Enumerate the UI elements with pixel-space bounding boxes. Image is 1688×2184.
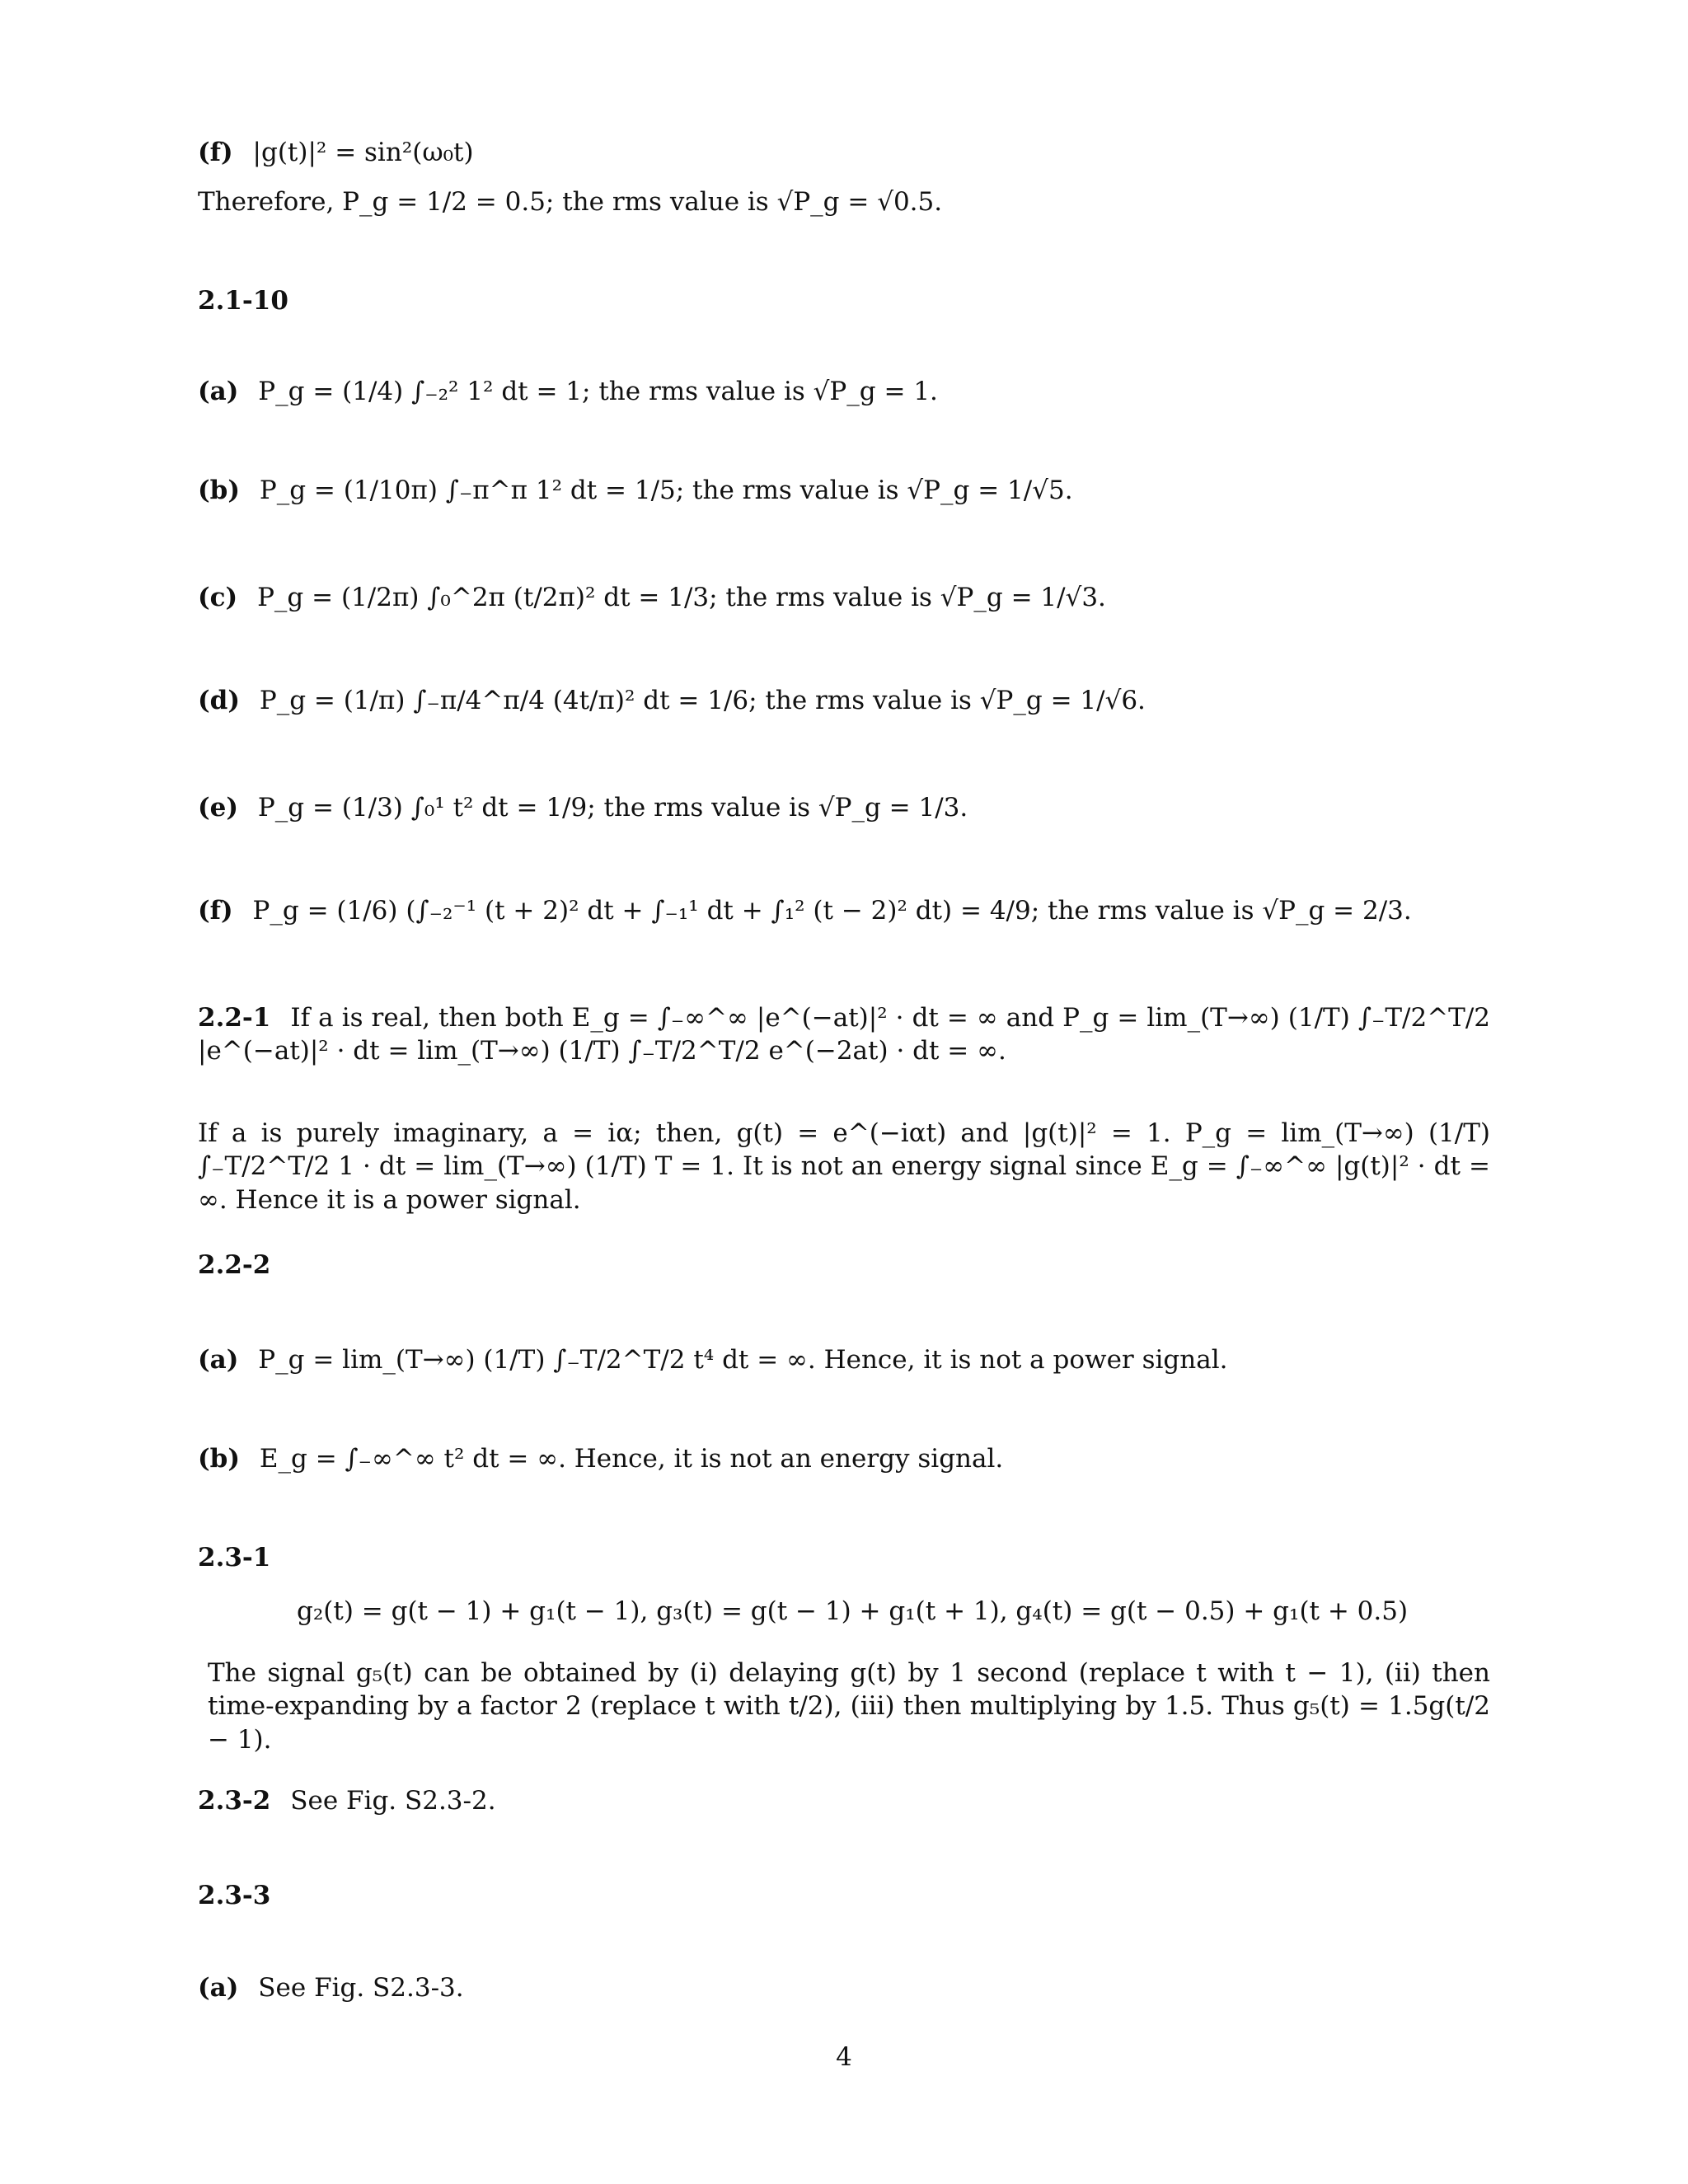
solution-item bbox=[198, 474, 1490, 509]
item-text: P_g = (1/π) ∫₋π/4^π/4 (4t/π)² dt = 1/6; the rms value is √P_g = 1/√6. bbox=[259, 686, 1146, 715]
figure-reference: See Fig. S2.3-3. bbox=[258, 1973, 464, 2003]
item-label: (a) bbox=[198, 1345, 239, 1375]
paragraph: If a is purely imaginary, a = iα; then, g(t) = e^(−iαt) and |g(t)|² = 1. P_g = lim_(T→∞) (1/T) ∫₋T/2^T/2 1 · dt = lim_(T→∞) (1/T) T = 1. It is not an energy signal since E_g = ∫₋∞^∞ |g(t)|² · dt = ∞. Hence it is a power signal. bbox=[198, 1118, 1490, 1215]
figure-reference: See Fig. S2.3-2. bbox=[290, 1786, 496, 1816]
solution-item bbox=[198, 1343, 1490, 1378]
solution-item bbox=[198, 684, 1490, 719]
item-text: P_g = (1/6) (∫₋₂⁻¹ (t + 2)² dt + ∫₋₁¹ dt + ∫₁² (t − 2)² dt) = 4/9; the rms value is √P_g = 2/3. bbox=[252, 896, 1412, 926]
section-heading-2-2-2: 2.2-2 bbox=[198, 1250, 271, 1280]
item-text: P_g = (1/4) ∫₋₂² 1² dt = 1; the rms value is √P_g = 1. bbox=[258, 377, 938, 406]
problem-2-3-2 bbox=[198, 1784, 1490, 1817]
item-label: (b) bbox=[198, 1444, 241, 1474]
paragraph: The signal g₅(t) can be obtained by (i) delaying g(t) by 1 second (replace t with t − 1), (ii) then time-expanding by a factor 2 (replace t with t/2), (iii) then multiplying by 1.5. Thus g₅(t) = 1.5g(t/2 − 1). bbox=[208, 1658, 1490, 1755]
section-heading-2-2-1: 2.2-1 bbox=[198, 1003, 271, 1033]
item-text: E_g = ∫₋∞^∞ t² dt = ∞. Hence, it is not an energy signal. bbox=[259, 1444, 1004, 1474]
item-text: P_g = (1/3) ∫₀¹ t² dt = 1/9; the rms value is √P_g = 1/3. bbox=[257, 793, 968, 823]
paragraph: If a is real, then both E_g = ∫₋∞^∞ |e^(−at)|² · dt = ∞ and P_g = lim_(T→∞) (1/T) ∫₋T/2^T/2 |e^(−at)|² · dt = lim_(T→∞) (1/T) ∫₋T/2^T/2 e^(−2at) · dt = ∞. bbox=[198, 1003, 1491, 1066]
page-number: 4 bbox=[836, 2042, 852, 2072]
display-equation: g₂(t) = g(t − 1) + g₁(t − 1), g₃(t) = g(t − 1) + g₁(t + 1), g₄(t) = g(t − 0.5) + g₁(t + 0.5) bbox=[297, 1596, 1409, 1626]
section-heading-2-3-2: 2.3-2 bbox=[198, 1786, 271, 1816]
item-label: (b) bbox=[198, 476, 241, 505]
section-heading-2-1-10: 2.1-10 bbox=[198, 286, 288, 316]
section-heading-2-3-1: 2.3-1 bbox=[198, 1543, 271, 1572]
item-label: (a) bbox=[198, 377, 239, 406]
equation: |g(t)|² = sin²(ω₀t) bbox=[252, 138, 474, 167]
item-text: P_g = (1/2π) ∫₀^2π (t/2π)² dt = 1/3; the rms value is √P_g = 1/√3. bbox=[257, 583, 1106, 612]
item-label: (e) bbox=[198, 793, 239, 823]
solution-item bbox=[198, 791, 1490, 826]
solution-item bbox=[198, 581, 1490, 616]
item-text: P_g = lim_(T→∞) (1/T) ∫₋T/2^T/2 t⁴ dt = ∞. Hence, it is not a power signal. bbox=[258, 1345, 1228, 1375]
solution-item bbox=[198, 1971, 1490, 2004]
item-text: P_g = (1/10π) ∫₋π^π 1² dt = 1/5; the rms value is √P_g = 1/√5. bbox=[259, 476, 1073, 505]
part-f-equation-line bbox=[198, 136, 1490, 171]
solution-item bbox=[198, 894, 1490, 929]
item-label: (a) bbox=[198, 1973, 239, 2003]
therefore-line: Therefore, P_g = 1/2 = 0.5; the rms value is √P_g = √0.5. bbox=[198, 187, 943, 217]
item-label: (c) bbox=[198, 583, 238, 612]
item-label: (d) bbox=[198, 686, 241, 715]
item-label: (f) bbox=[198, 896, 233, 926]
solution-item bbox=[198, 1442, 1490, 1477]
problem-2-2-1 bbox=[198, 1001, 1490, 1068]
solution-item bbox=[198, 375, 1490, 410]
section-heading-2-3-3: 2.3-3 bbox=[198, 1881, 271, 1910]
item-label: (f) bbox=[198, 138, 233, 167]
